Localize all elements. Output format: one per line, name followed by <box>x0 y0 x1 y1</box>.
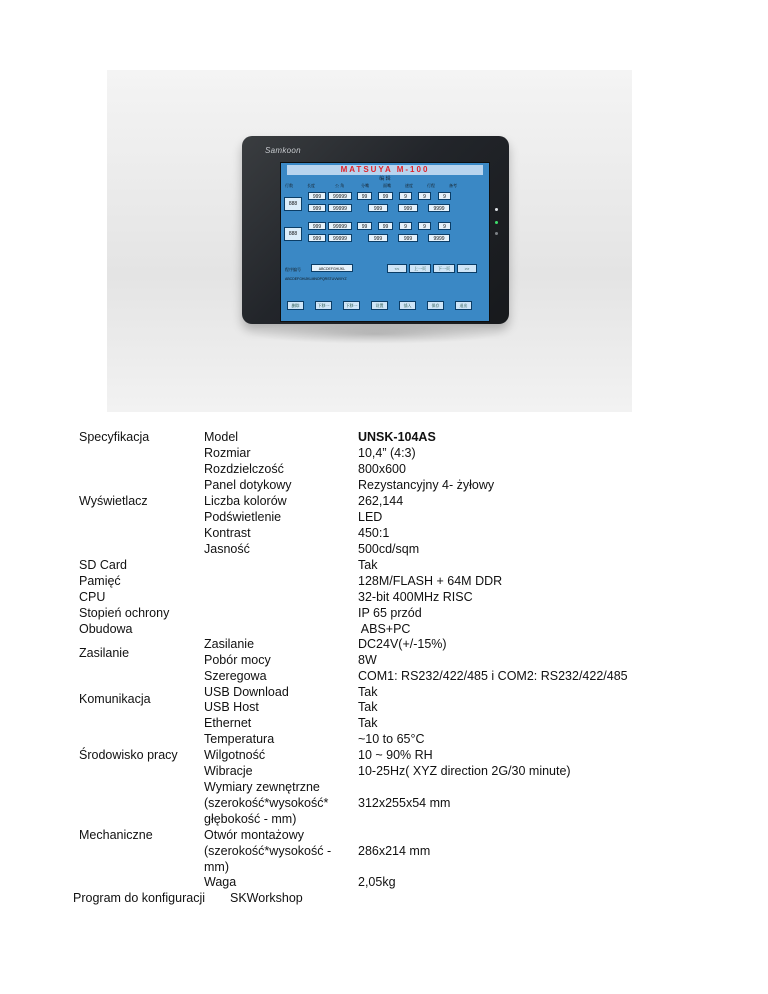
screen-header <box>285 183 485 189</box>
hmi-screen <box>280 162 490 322</box>
spec-category: Zasilanie <box>79 646 130 660</box>
screen-header-cell: 备考 <box>449 183 457 188</box>
spec-param: Jasność <box>204 542 250 556</box>
status-led-icon <box>495 208 498 211</box>
product-photo <box>107 70 632 412</box>
screen-header-cell: 速度 <box>405 183 413 188</box>
spec-param: Podświetlenie <box>204 510 282 524</box>
screen-footer-button: 下移一 <box>343 301 360 310</box>
spec-param: mm) <box>204 860 229 874</box>
screen-cell: 999 <box>308 204 326 212</box>
screen-nav-button: 下一页 <box>433 264 455 273</box>
screen-footer-button: 删除 <box>287 301 304 310</box>
screen-cell: 99999 <box>328 222 352 230</box>
hmi-device <box>242 136 509 324</box>
screen-cell: 9 <box>438 192 451 200</box>
spec-param: Szeregowa <box>204 669 267 683</box>
program-field: ABCDEFGHIJKL <box>311 264 353 272</box>
screen-cell: 99 <box>378 192 393 200</box>
spec-param: Waga <box>204 875 237 889</box>
screen-cell: 99999 <box>328 204 352 212</box>
screen-cell: 999 <box>308 222 326 230</box>
software-label: Program do konfiguracji <box>73 891 206 905</box>
screen-cell: 99 <box>357 192 372 200</box>
spec-value: Tak <box>358 700 378 714</box>
spec-value: ~10 to 65°C <box>358 732 425 746</box>
spec-param: Kontrast <box>204 526 251 540</box>
spec-value: 32-bit 400MHz RISC <box>358 590 473 604</box>
spec-param: Liczba kolorów <box>204 494 287 508</box>
program-label: 程序编号 <box>285 267 301 272</box>
spec-param: Otwór montażowy <box>204 828 305 842</box>
spec-category: Stopień ochrony <box>79 606 170 620</box>
screen-cell: 999 <box>308 192 326 200</box>
spec-category: Specyfikacja <box>79 430 150 444</box>
screen-cell: 999 <box>368 204 388 212</box>
screen-footer-button: 插入 <box>399 301 416 310</box>
screen-cell: 9 <box>399 192 412 200</box>
spec-value: 312x255x54 mm <box>358 796 451 810</box>
spec-param: Rozmiar <box>204 446 251 460</box>
spec-value: ABS+PC <box>358 622 411 636</box>
spec-param: Rozdzielczość <box>204 462 284 476</box>
spec-value: 8W <box>358 653 377 667</box>
screen-footer-button: 设置 <box>371 301 388 310</box>
spec-param: Zasilanie <box>204 637 255 651</box>
screen-cell: 99 <box>378 222 393 230</box>
spec-param: Wilgotność <box>204 748 266 762</box>
spec-value: IP 65 przód <box>358 606 422 620</box>
spec-param: (szerokość*wysokość - <box>204 844 332 858</box>
screen-cell: 9999 <box>428 204 450 212</box>
screen-row-id: 888 <box>284 197 302 211</box>
screen-footer-button: 保存 <box>427 301 444 310</box>
screen-cell: 999 <box>308 234 326 242</box>
spec-category: Mechaniczne <box>79 828 153 842</box>
spec-param: Panel dotykowy <box>204 478 292 492</box>
spec-value: 450:1 <box>358 526 390 540</box>
spec-param: Temperatura <box>204 732 275 746</box>
spec-category: Pamięć <box>79 574 121 588</box>
device-shadow <box>248 324 503 344</box>
spec-value: 286x214 mm <box>358 844 431 858</box>
spec-value: 262,144 <box>358 494 404 508</box>
screen-footer-button: 退出 <box>455 301 472 310</box>
spec-value: 2,05kg <box>358 875 396 889</box>
screen-header-cell: 长度 <box>307 183 315 188</box>
spec-category: CPU <box>79 590 106 604</box>
spec-value: 500cd/sqm <box>358 542 420 556</box>
screen-header-cell: 公 角 <box>335 183 345 188</box>
screen-cell: 999 <box>398 234 418 242</box>
power-led-icon <box>495 221 498 224</box>
screen-nav-button: << <box>387 264 407 273</box>
spec-value: 10 ~ 90% RH <box>358 748 433 762</box>
screen-cell: 9 <box>399 222 412 230</box>
spec-value: 800x600 <box>358 462 406 476</box>
screen-header-cell: 行数 <box>285 183 293 188</box>
spec-category: Środowisko pracy <box>79 748 178 762</box>
spec-value: DC24V(+/-15%) <box>358 637 447 651</box>
screen-nav-button: 上一页 <box>409 264 431 273</box>
spec-param: głębokość - mm) <box>204 812 297 826</box>
screen-cell: 99999 <box>328 192 352 200</box>
spec-category: Komunikacja <box>79 692 151 706</box>
spec-value: LED <box>358 510 383 524</box>
spec-param: Wymiary zewnętrzne <box>204 780 320 794</box>
screen-header-cell: 行程 <box>427 183 435 188</box>
spec-param: Pobór mocy <box>204 653 271 667</box>
software-value: SKWorkshop <box>230 891 303 905</box>
spec-value: Rezystancyjny 4- żyłowy <box>358 478 495 492</box>
screen-nav-button: >> <box>457 264 477 273</box>
screen-title: MATSUYA M-100 <box>287 165 483 175</box>
spec-category: Wyświetlacz <box>79 494 148 508</box>
spec-category: SD Card <box>79 558 127 572</box>
screen-cell: 999 <box>398 204 418 212</box>
spec-value: COM1: RS232/422/485 i COM2: RS232/422/485 <box>358 669 628 683</box>
screen-cell: 9 <box>418 222 431 230</box>
screen-cell: 9 <box>438 222 451 230</box>
screen-cell: 999 <box>368 234 388 242</box>
screen-cell: 99999 <box>328 234 352 242</box>
spec-param: Model <box>204 430 239 444</box>
screen-row-id: 888 <box>284 227 302 241</box>
spec-param: USB Download <box>204 685 289 699</box>
spec-value: Tak <box>358 716 378 730</box>
spec-param: USB Host <box>204 700 259 714</box>
spec-value: Tak <box>358 685 378 699</box>
spec-value: 10,4” (4:3) <box>358 446 416 460</box>
brand-logo: Samkoon <box>265 146 301 155</box>
screen-cell: 9 <box>418 192 431 200</box>
spec-param: (szerokość*wysokość* <box>204 796 329 810</box>
screen-cell: 9999 <box>428 234 450 242</box>
screen-cell: 99 <box>357 222 372 230</box>
spec-model-value: UNSK-104AS <box>358 430 436 444</box>
comm-led-icon <box>495 232 498 235</box>
screen-subtitle: 编 辑 <box>379 176 391 182</box>
screen-footer-button: 下移一 <box>315 301 332 310</box>
spec-value: 10-25Hz( XYZ direction 2G/30 minute) <box>358 764 571 778</box>
spec-value: Tak <box>358 558 378 572</box>
screen-status: ABCDEFGHIJKLMNOPQRSTUVWXYZ <box>285 277 347 281</box>
spec-param: Wibracje <box>204 764 253 778</box>
spec-param: Ethernet <box>204 716 252 730</box>
spec-value: 128M/FLASH + 64M DDR <box>358 574 503 588</box>
screen-header-cell: 分嘴 <box>361 183 369 188</box>
spec-category: Obudowa <box>79 622 133 636</box>
screen-header-cell: 面嘴 <box>383 183 391 188</box>
